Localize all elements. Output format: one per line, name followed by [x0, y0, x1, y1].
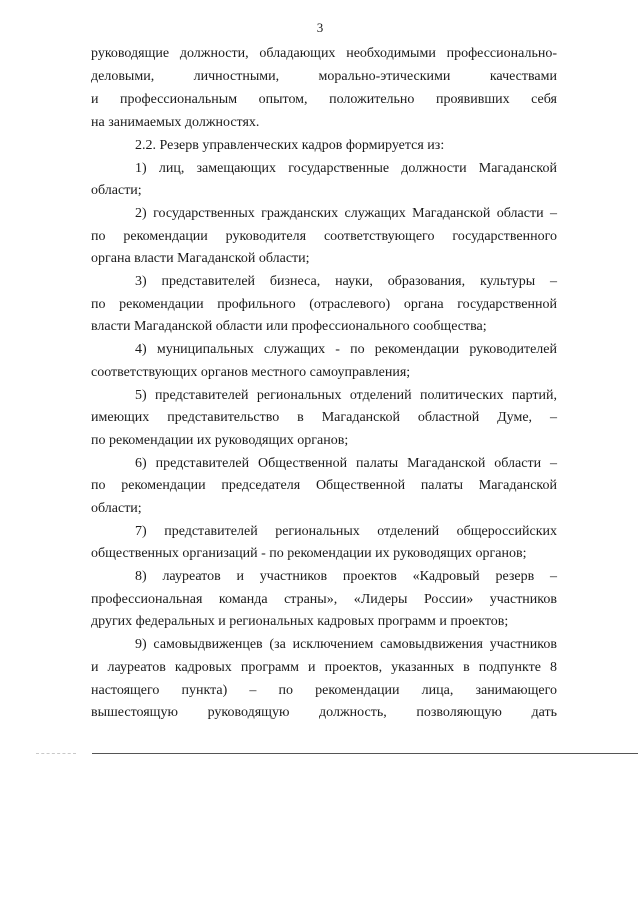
text-line: других федеральных и региональных кадровых программ и проектов;: [91, 614, 509, 629]
text-line: и лауреатов кадровых программ и проектов, указанных в подпункте 8: [91, 660, 557, 675]
text-line: области;: [91, 183, 142, 198]
text-line: профессиональная команда страны», «Лидеры России» участников: [91, 592, 557, 607]
page-number: 3: [316, 20, 324, 35]
text-line: 5) представителей региональных отделений политических партий,: [135, 388, 557, 403]
text-line: власти Магаданской области или профессионального сообщества;: [91, 319, 487, 334]
text-line: деловыми, личностными, морально-этическими качествами: [91, 69, 557, 84]
text-line: вышестоящую руководящую должность, позволяющую дать: [91, 705, 557, 720]
text-line: органа власти Магаданской области;: [91, 251, 310, 266]
text-line: по рекомендации их руководящих органов;: [91, 433, 349, 448]
text-line: 8) лауреатов и участников проектов «Кадровый резерв –: [135, 569, 557, 584]
page-divider: [92, 753, 638, 754]
text-line: 1) лиц, замещающих государственные должности Магаданской: [135, 161, 557, 176]
text-line: руководящие должности, обладающих необходимыми профессионально-: [91, 46, 557, 61]
text-line: общественных организаций - по рекомендации их руководящих органов;: [91, 546, 527, 561]
text-line: 6) представителей Общественной палаты Магаданской области –: [135, 456, 557, 471]
text-line: настоящего пункта) – по рекомендации лица, занимающего: [91, 683, 557, 698]
text-line: области;: [91, 501, 142, 516]
text-line: 2) государственных гражданских служащих Магаданской области –: [135, 206, 557, 221]
text-line: на занимаемых должностях.: [91, 115, 260, 130]
text-line: по рекомендации руководителя соответствующего государственного: [91, 229, 557, 244]
text-line: имеющих представительство в Магаданской областной Думе, –: [91, 410, 557, 425]
scan-artifact-divider: [36, 753, 76, 755]
text-line: 7) представителей региональных отделений общероссийских: [135, 524, 557, 539]
text-line: 4) муниципальных служащих - по рекомендации руководителей: [135, 342, 557, 357]
text-line: соответствующих органов местного самоуправления;: [91, 365, 411, 380]
text-line: 3) представителей бизнеса, науки, образования, культуры –: [135, 274, 557, 289]
text-line: 2.2. Резерв управленческих кадров формируется из:: [135, 138, 445, 153]
text-line: 9) самовыдвиженцев (за исключением самовыдвижения участников: [135, 637, 557, 652]
text-line: по рекомендации профильного (отраслевого) органа государственной: [91, 297, 557, 312]
text-line: и профессиональным опытом, положительно проявивших себя: [91, 92, 557, 107]
text-line: по рекомендации председателя Общественной палаты Магаданской: [91, 478, 557, 493]
